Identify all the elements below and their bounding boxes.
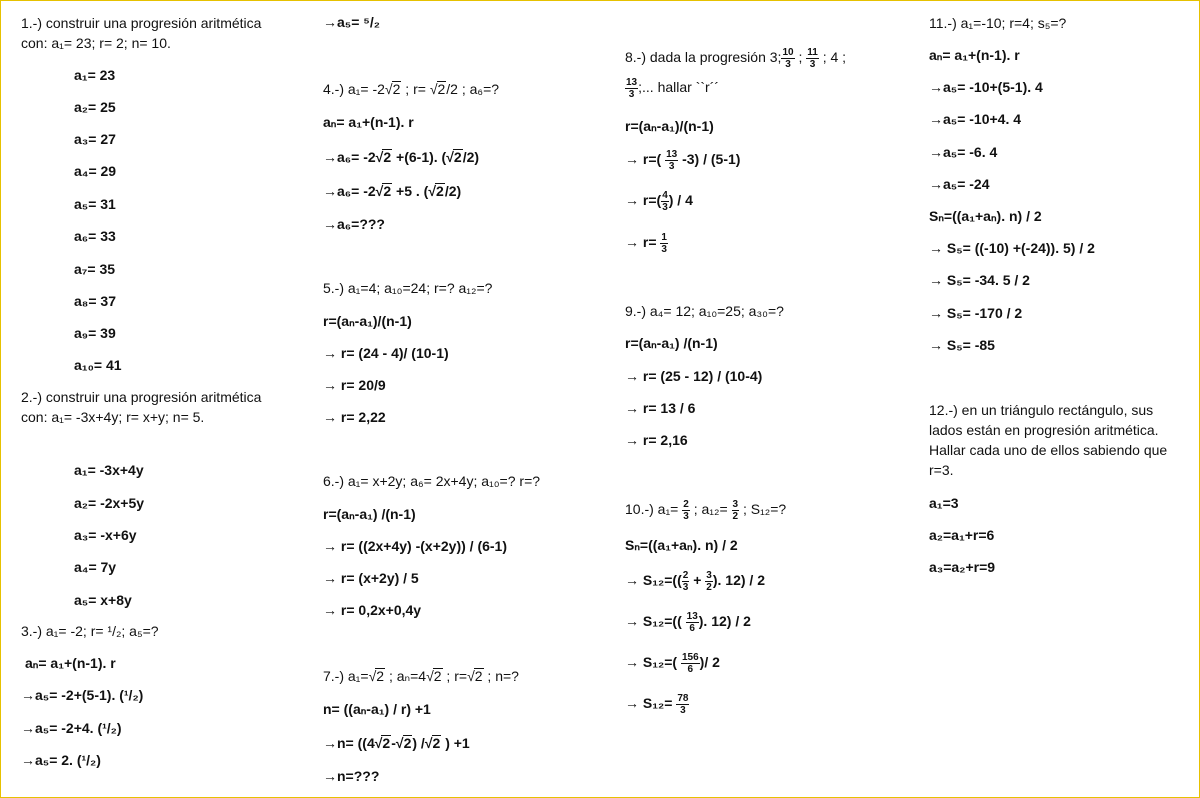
p2-term: a₄= 7y	[74, 559, 117, 575]
p5-step: r=(aₙ-a₁)/(n-1)	[323, 313, 412, 329]
problem-8-title-cont: $\frac{13}{3}$ ;... hallar ``r´´	[626, 77, 720, 100]
p5-step: → r= 20/9	[323, 377, 386, 393]
p2-term: a₃= -x+6y	[74, 527, 137, 543]
problem-3-title: 3.-) a₁= -2; r= ¹/₂; a₅=?	[21, 623, 159, 639]
p1-term: a₇= 35	[74, 261, 116, 277]
p11-step: → S₅= -170 / 2	[929, 305, 1023, 321]
p6-step: → r= 0,2x+0,4y	[323, 602, 422, 618]
p1-term: a₃= 27	[74, 131, 116, 147]
p4-step: aₙ= a₁+(n-1). r	[323, 114, 414, 130]
problem-7-title: 7.-) a₁=√2 ; aₙ=4√2 ; r=√2 ; n=?	[323, 668, 519, 684]
p11-step: →a₅= -6. 4	[929, 144, 998, 160]
p1-term: a₅= 31	[74, 196, 116, 212]
problem-6-title: 6.-) a₁= x+2y; a₆= 2x+4y; a₁₀=? r=?	[323, 473, 541, 489]
p6-step: r=(aₙ-a₁) /(n-1)	[323, 506, 416, 522]
p3-step: aₙ= a₁+(n-1). r	[25, 655, 116, 671]
p5-step: → r= 2,22	[323, 409, 386, 425]
p11-step: →a₅= -24	[929, 176, 990, 192]
p1-term: a₂= 25	[74, 99, 116, 115]
p11-step: →a₅= -10+4. 4	[929, 111, 1022, 127]
p8-step: → r=( $\frac{4}{3}$ ) / 4	[625, 190, 693, 213]
p7-step: n= ((aₙ-a₁) / r) +1	[323, 701, 431, 717]
problem-10-title: 10.-) a₁= $\frac{2}{3}$ ; a₁₂= $\frac{3}{2}$ ; S₁₂=?	[625, 499, 787, 522]
p10-step: → S₁₂=(( $\frac{2}{3}$ + $\frac{3}{2}$ ). 12) / 2	[625, 570, 765, 593]
problem-2-title: 2.-) construir una progresión aritmética con: a₁= -3x+4y; r= x+y; n= 5.	[21, 389, 262, 425]
p11-step: → S₅= -34. 5 / 2	[929, 272, 1030, 288]
problem-9-title: 9.-) a₄= 12; a₁₀=25; a₃₀=?	[625, 303, 784, 319]
p9-step: → r= 13 / 6	[625, 400, 696, 416]
p3-step: →a₅= -2+4. (¹/₂)	[21, 720, 122, 736]
p10-step: → S₁₂= $\frac{78}{3}$	[625, 693, 689, 716]
p2-term: a₅= x+8y	[74, 592, 132, 608]
problem-12-title: 12.-) en un triángulo rectángulo, sus lados están en progresión aritmética. Hallar cada uno de ellos sabiendo que r=3.	[929, 402, 1168, 478]
p11-step: → S₅= ((-10) +(-24)). 5) / 2	[929, 240, 1095, 256]
p4-step: →a₆=???	[323, 216, 385, 232]
p7-step: →n=???	[323, 768, 380, 784]
p1-term: a₈= 37	[74, 293, 116, 309]
problem-11-title: 11.-) a₁=-10; r=4; s₅=?	[929, 15, 1067, 31]
p8-step: r=(aₙ-a₁)/(n-1)	[625, 118, 714, 134]
p4-step: →a₆= -2√2 +(6-1). (√2/2)	[323, 149, 480, 165]
problem-1-title: 1.-) construir una progresión aritmética con: a₁= 23; r= 2; n= 10.	[21, 15, 262, 51]
p1-term: a₁₀= 41	[74, 357, 122, 373]
p11-step: Sₙ=((a₁+aₙ). n) / 2	[929, 208, 1042, 224]
p11-step: aₙ= a₁+(n-1). r	[929, 47, 1020, 63]
p2-term: a₁= -3x+4y	[74, 462, 144, 478]
problem-4-title: 4.-) a₁= -2√2 ; r= √2/2 ; a₆=?	[323, 81, 500, 97]
p3-step: →a₅= ⁵/₂	[323, 14, 380, 30]
p10-step: → S₁₂=(( $\frac{13}{6}$ ). 12) / 2	[625, 611, 751, 634]
p9-step: r=(aₙ-a₁) /(n-1)	[625, 335, 718, 351]
p10-formula: Sₙ=((a₁+aₙ). n) / 2	[625, 537, 738, 553]
p7-step: →n= ((4√2-√2) /√2 ) +1	[323, 735, 470, 751]
p9-step: → r= (25 - 12) / (10-4)	[625, 368, 763, 384]
p8-step: → r=( $\frac{13}{3}$ -3) / (5-1)	[625, 149, 741, 172]
p2-term: a₂= -2x+5y	[74, 495, 145, 511]
p11-step: → S₅= -85	[929, 337, 995, 353]
p11-step: →a₅= -10+(5-1). 4	[929, 79, 1043, 95]
p1-term: a₆= 33	[74, 228, 116, 244]
p8-step: → r= $\frac{1}{3}$	[625, 232, 667, 255]
p6-step: → r= (x+2y) / 5	[323, 570, 419, 586]
p1-term: a₉= 39	[74, 325, 116, 341]
p1-term: a₁= 23	[74, 67, 116, 83]
p3-step: →a₅= 2. (¹/₂)	[21, 752, 101, 768]
p3-step: →a₅= -2+(5-1). (¹/₂)	[21, 687, 144, 703]
p12-step: a₂=a₁+r=6	[929, 527, 995, 543]
problem-5-title: 5.-) a₁=4; a₁₀=24; r=? a₁₂=?	[323, 280, 493, 296]
p12-step: a₁=3	[929, 495, 959, 511]
p9-step: → r= 2,16	[625, 432, 688, 448]
p1-term: a₄= 29	[74, 163, 117, 179]
p10-step: → S₁₂=( $\frac{156}{6}$ )/ 2	[625, 652, 720, 675]
p6-step: → r= ((2x+4y) -(x+2y)) / (6-1)	[323, 538, 508, 554]
problem-8-title: 8.-) dada la progresión 3; $\frac{10}{3}$ ; $\frac{11}{3}$ ; 4 ;	[625, 47, 847, 70]
p4-step: →a₆= -2√2 +5 . (√2/2)	[323, 183, 462, 199]
p12-step: a₃=a₂+r=9	[929, 559, 996, 575]
p5-step: → r= (24 - 4)/ (10-1)	[323, 345, 449, 361]
